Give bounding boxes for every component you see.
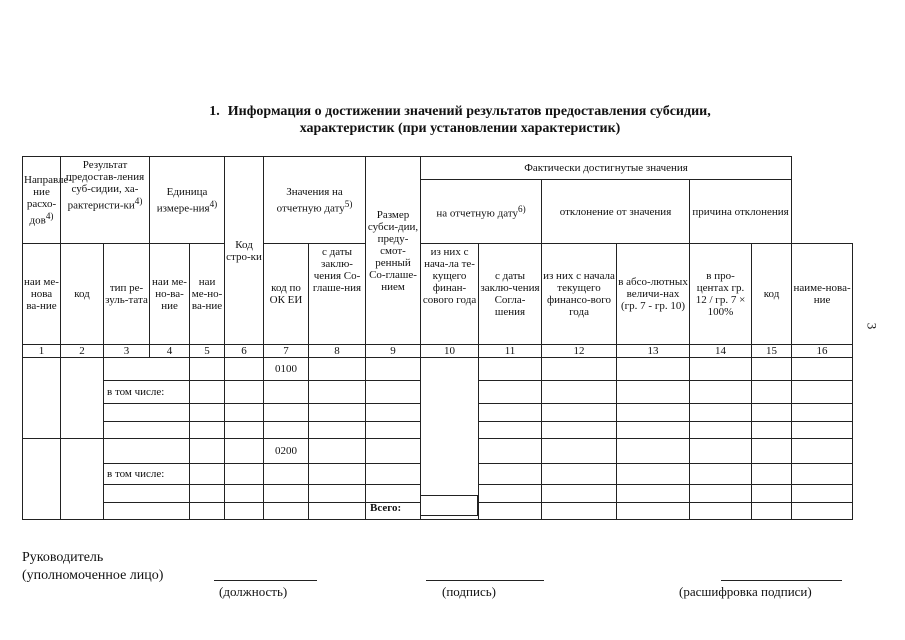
data-cell[interactable]: [542, 439, 617, 464]
signer-role: [22, 549, 163, 585]
data-cell[interactable]: [190, 464, 225, 485]
header-result: Результат предостав-ления суб-сидии, $ха-рактеристи-ки^{4)}$: [61, 157, 150, 244]
data-cell[interactable]: [225, 404, 264, 422]
position-caption: (должность): [219, 584, 288, 599]
header-from-date-b: с даты заклю-чения Согла-шения: [479, 244, 542, 345]
data-cell[interactable]: [792, 422, 853, 439]
data-cell[interactable]: [690, 358, 752, 381]
data-cell[interactable]: [366, 358, 421, 381]
data-cell[interactable]: [366, 439, 421, 464]
data-cell[interactable]: [752, 358, 792, 381]
header-name-1: наи ме-нова ва-ние: [23, 244, 61, 345]
data-cell[interactable]: [264, 422, 309, 439]
header-okei: код по ОК ЕИ: [264, 244, 309, 345]
header-from-year-a: из них с нача-ла те-кущего финан-сового года: [421, 244, 479, 345]
col-num: 14: [690, 345, 752, 358]
header-from-year-b: из них с начала текущего финансо-вого года: [542, 244, 617, 345]
data-cell[interactable]: [104, 503, 190, 520]
data-cell[interactable]: [225, 422, 264, 439]
col-num: 15: [752, 345, 792, 358]
header-reason: причина отклонения: [690, 180, 792, 244]
data-cell[interactable]: [792, 404, 853, 422]
header-type: тип ре-зуль-тата: [104, 244, 150, 345]
data-cell[interactable]: [792, 464, 853, 485]
data-cell[interactable]: [617, 439, 690, 464]
data-cell[interactable]: [190, 422, 225, 439]
data-cell[interactable]: [309, 381, 366, 404]
data-cell[interactable]: [479, 439, 542, 464]
total-label: Всего:: [370, 502, 402, 514]
data-cell[interactable]: [617, 404, 690, 422]
data-cell[interactable]: [542, 404, 617, 422]
data-cell[interactable]: [264, 404, 309, 422]
col-num: 9: [366, 345, 421, 358]
data-cell[interactable]: [309, 464, 366, 485]
data-cell[interactable]: [690, 485, 752, 503]
data-cell[interactable]: [479, 464, 542, 485]
data-cell[interactable]: [617, 503, 690, 520]
header-from-date-a: с даты заклю-чения Со-глаше-ния: [309, 244, 366, 345]
data-cell[interactable]: [792, 381, 853, 404]
data-cell[interactable]: [61, 358, 104, 439]
data-cell[interactable]: [752, 422, 792, 439]
data-cell[interactable]: [690, 404, 752, 422]
col-num: 11: [479, 345, 542, 358]
decoding-line[interactable]: [721, 580, 842, 581]
col-num: 3: [104, 345, 150, 358]
data-cell[interactable]: [366, 404, 421, 422]
data-cell[interactable]: [104, 404, 190, 422]
data-cell[interactable]: [617, 485, 690, 503]
col-num: 12: [542, 345, 617, 358]
data-cell[interactable]: [104, 439, 190, 464]
data-cell[interactable]: [752, 503, 792, 520]
col-num: 1: [23, 345, 61, 358]
data-cell[interactable]: [366, 485, 421, 503]
data-cell[interactable]: [479, 381, 542, 404]
data-cell[interactable]: [752, 439, 792, 464]
data-cell[interactable]: [479, 503, 542, 520]
data-cell[interactable]: [617, 381, 690, 404]
data-cell[interactable]: [264, 464, 309, 485]
header-values: Значения на отчетную дату$^{5)}$: [264, 157, 366, 244]
header-actual: Фактически достигнутые значения: [421, 157, 792, 180]
data-cell[interactable]: [309, 439, 366, 464]
data-cell[interactable]: [104, 422, 190, 439]
data-cell[interactable]: [264, 381, 309, 404]
signer-role-line-1: Руководитель: [22, 550, 104, 565]
data-cell[interactable]: [104, 358, 190, 381]
including-label: в том числе:: [104, 381, 190, 404]
data-cell[interactable]: [479, 422, 542, 439]
data-cell[interactable]: [542, 464, 617, 485]
col-num: 8: [309, 345, 366, 358]
col-num: 2: [61, 345, 104, 358]
header-on-date: на отчетную дату$^{6)}$: [421, 180, 542, 244]
col-num: 16: [792, 345, 853, 358]
signer-role-line-2: (уполномоченное лицо): [22, 568, 164, 583]
header-code-2: код: [752, 244, 792, 345]
section-number: 1.: [209, 104, 220, 119]
data-cell[interactable]: [225, 503, 264, 520]
data-cell[interactable]: [225, 439, 264, 464]
data-cell[interactable]: [264, 503, 309, 520]
data-cell[interactable]: [190, 381, 225, 404]
data-cell[interactable]: [309, 503, 366, 520]
col-num: 4: [150, 345, 190, 358]
data-cell[interactable]: [23, 439, 61, 520]
decoding-caption: (расшифровка подписи): [679, 584, 812, 599]
title-line-1: Информация о достижении значений результатов предоставления субсидии,: [227, 104, 711, 119]
data-cell[interactable]: [479, 358, 542, 381]
data-cell[interactable]: [225, 381, 264, 404]
data-cell[interactable]: [309, 422, 366, 439]
including-label: в том числе:: [104, 464, 190, 485]
col-num: 5: [190, 345, 225, 358]
data-cell[interactable]: [309, 485, 366, 503]
data-cell[interactable]: [366, 422, 421, 439]
header-name-2: наи ме-но-ва-ние: [150, 244, 190, 345]
header-abs: в абсо-лютных величи-нах (гр. 7 - гр. 10): [617, 244, 690, 345]
col-num: 6: [225, 345, 264, 358]
column-numbers-row: [23, 345, 853, 358]
header-direction: Направле-ние расхо-дов$^{4)}$: [23, 157, 61, 244]
data-cell[interactable]: [617, 358, 690, 381]
data-cell[interactable]: [752, 464, 792, 485]
data-cell[interactable]: [225, 358, 264, 381]
data-cell[interactable]: [542, 485, 617, 503]
data-cell[interactable]: [792, 503, 853, 520]
data-cell[interactable]: [190, 358, 225, 381]
data-cell[interactable]: [752, 404, 792, 422]
header-line-code: Код стро-ки: [225, 157, 264, 345]
header-unit: Единица измере-ния$^{4)}$: [150, 157, 225, 244]
col-num: 13: [617, 345, 690, 358]
data-cell[interactable]: [225, 485, 264, 503]
data-cell[interactable]: [366, 381, 421, 404]
data-cell[interactable]: [190, 485, 225, 503]
data-cell[interactable]: [542, 358, 617, 381]
header-pct: в про-центах гр. 12 / гр. 7 × 100%: [690, 244, 752, 345]
title-line-2: характеристик (при установлении характеристик): [299, 121, 621, 136]
data-cell[interactable]: [792, 439, 853, 464]
data-cell[interactable]: [792, 485, 853, 503]
data-cell[interactable]: [479, 404, 542, 422]
section-title: [120, 103, 800, 137]
row-code-0200: 0200: [264, 439, 309, 464]
header-subsidy-size: Размер субси-дии, преду-смот-ренный Со-глаше-нием: [366, 157, 421, 345]
data-cell[interactable]: [542, 422, 617, 439]
signature-caption: (подпись): [442, 584, 496, 599]
data-cell[interactable]: [690, 464, 752, 485]
data-cell[interactable]: [225, 464, 264, 485]
data-cell[interactable]: [792, 358, 853, 381]
data-cell[interactable]: [309, 358, 366, 381]
data-cell[interactable]: [542, 381, 617, 404]
data-cell[interactable]: [366, 464, 421, 485]
data-cell[interactable]: [690, 381, 752, 404]
data-cell[interactable]: [617, 422, 690, 439]
header-code-1: код: [61, 244, 104, 345]
header-name-3: наи ме-но-ва-ние: [190, 244, 225, 345]
data-cell[interactable]: [479, 485, 542, 503]
header-deviation: отклонение от значения: [542, 180, 690, 244]
results-table: [22, 156, 853, 520]
data-cell[interactable]: [690, 422, 752, 439]
table-row: [23, 358, 853, 381]
data-cell[interactable]: [690, 503, 752, 520]
data-cell[interactable]: [23, 358, 61, 439]
data-cell[interactable]: [104, 485, 190, 503]
header-name-4: наиме-нова-ние: [792, 244, 853, 345]
data-cell[interactable]: [264, 485, 309, 503]
data-cell[interactable]: [542, 503, 617, 520]
signature-line[interactable]: [426, 580, 544, 581]
row-code-0100: 0100: [264, 358, 309, 381]
data-cell[interactable]: [690, 439, 752, 464]
data-cell[interactable]: [190, 503, 225, 520]
position-line[interactable]: [214, 580, 317, 581]
total-value-field[interactable]: [420, 495, 478, 516]
page-number: 3: [864, 322, 880, 330]
data-cell[interactable]: [190, 439, 225, 464]
data-cell[interactable]: [61, 439, 104, 520]
col-num: 7: [264, 345, 309, 358]
data-cell[interactable]: [617, 464, 690, 485]
col-num: 10: [421, 345, 479, 358]
data-cell[interactable]: [190, 404, 225, 422]
data-cell[interactable]: [752, 381, 792, 404]
data-cell[interactable]: [752, 485, 792, 503]
data-cell[interactable]: [309, 404, 366, 422]
